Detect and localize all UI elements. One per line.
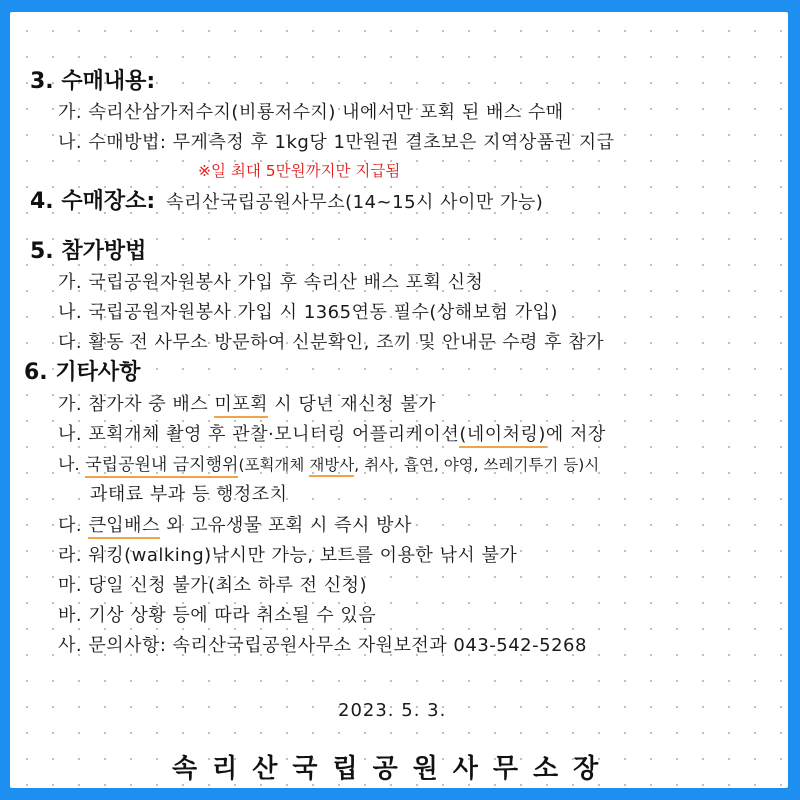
section-5-item-b: 나. 국립공원자원봉사 가입 시 1365연동 필수(상해보험 가입): [58, 302, 558, 323]
item-c-highlight-2: 재방사: [309, 456, 354, 477]
item-a-suffix: 시 당년 재신청 불가: [268, 394, 436, 415]
section-3-item-b: 나. 수매방법: 무게측정 후 1kg당 1만원권 결초보은 지역상품권 지급: [58, 132, 615, 153]
section-6-heading: 6. 기타사항: [24, 360, 141, 385]
section-6-item-d: [58, 511, 412, 537]
section-6-item-a: [58, 390, 436, 416]
section-6-item-c: [58, 450, 599, 475]
item-d-prefix: 다.: [58, 515, 89, 536]
section-4: [30, 184, 543, 215]
section-6-item-c-continued: 과태료 부과 등 행정조치: [90, 484, 288, 505]
item-c-highlight-1: 국립공원내 금지행위: [85, 455, 238, 478]
item-d-highlight: 큰입배스: [88, 515, 160, 539]
notice-date: 2023. 5. 3.: [338, 700, 447, 721]
section-3-note: ※일 최대 5만원까지만 지급됨: [198, 162, 401, 180]
section-5-heading: 5. 참가방법: [30, 239, 147, 264]
issuer-signature: 속리산국립공원사무소장: [172, 754, 614, 784]
section-6-item-g: 바. 기상 상황 등에 따라 취소될 수 있음: [58, 605, 377, 626]
section-5-item-c: 다. 활동 전 사무소 방문하여 신분확인, 조끼 및 안내문 수령 후 참가: [58, 332, 604, 353]
item-d-suffix: 외 고유생물 포획 시 즉시 방사: [159, 515, 412, 536]
section-4-heading: 4. 수매장소:: [30, 189, 156, 214]
section-6-item-f: 마. 당일 신청 불가(최소 하루 전 신청): [58, 575, 368, 596]
item-b-prefix: 나. 포획개체 촬영 후 관찰·모니터링 어플리케이션: [58, 424, 460, 445]
item-c-mid-1: (포획개체: [238, 456, 310, 474]
item-a-highlight: 미포획: [214, 394, 268, 418]
item-c-prefix: 나.: [58, 455, 86, 475]
section-6-item-h: 사. 문의사항: 속리산국립공원사무소 자원보전과 043-542-5268: [58, 635, 587, 656]
item-a-prefix: 가. 참가자 중 배스: [58, 394, 215, 415]
section-6-item-e: 라. 워킹(walking)낚시만 가능, 보트를 이용한 낚시 불가: [58, 545, 518, 566]
notice-page: [10, 12, 788, 788]
item-c-mid-2: , 취사, 흡연, 야영, 쓰레기투기 등)시: [354, 456, 600, 474]
section-3-item-a: 가. 속리산삼가저수지(비룡저수지) 내에서만 포획 된 배스 수매: [58, 102, 564, 123]
item-b-highlight: (네이처링): [459, 424, 546, 448]
section-3-heading: 3. 수매내용:: [30, 69, 156, 94]
section-4-text: 속리산국립공원사무소(14~15시 사이만 가능): [166, 192, 544, 213]
item-b-suffix: 에 저장: [545, 424, 606, 445]
section-6-item-b: [58, 420, 606, 446]
section-5-item-a: 가. 국립공원자원봉사 가입 후 속리산 배스 포획 신청: [58, 272, 484, 293]
